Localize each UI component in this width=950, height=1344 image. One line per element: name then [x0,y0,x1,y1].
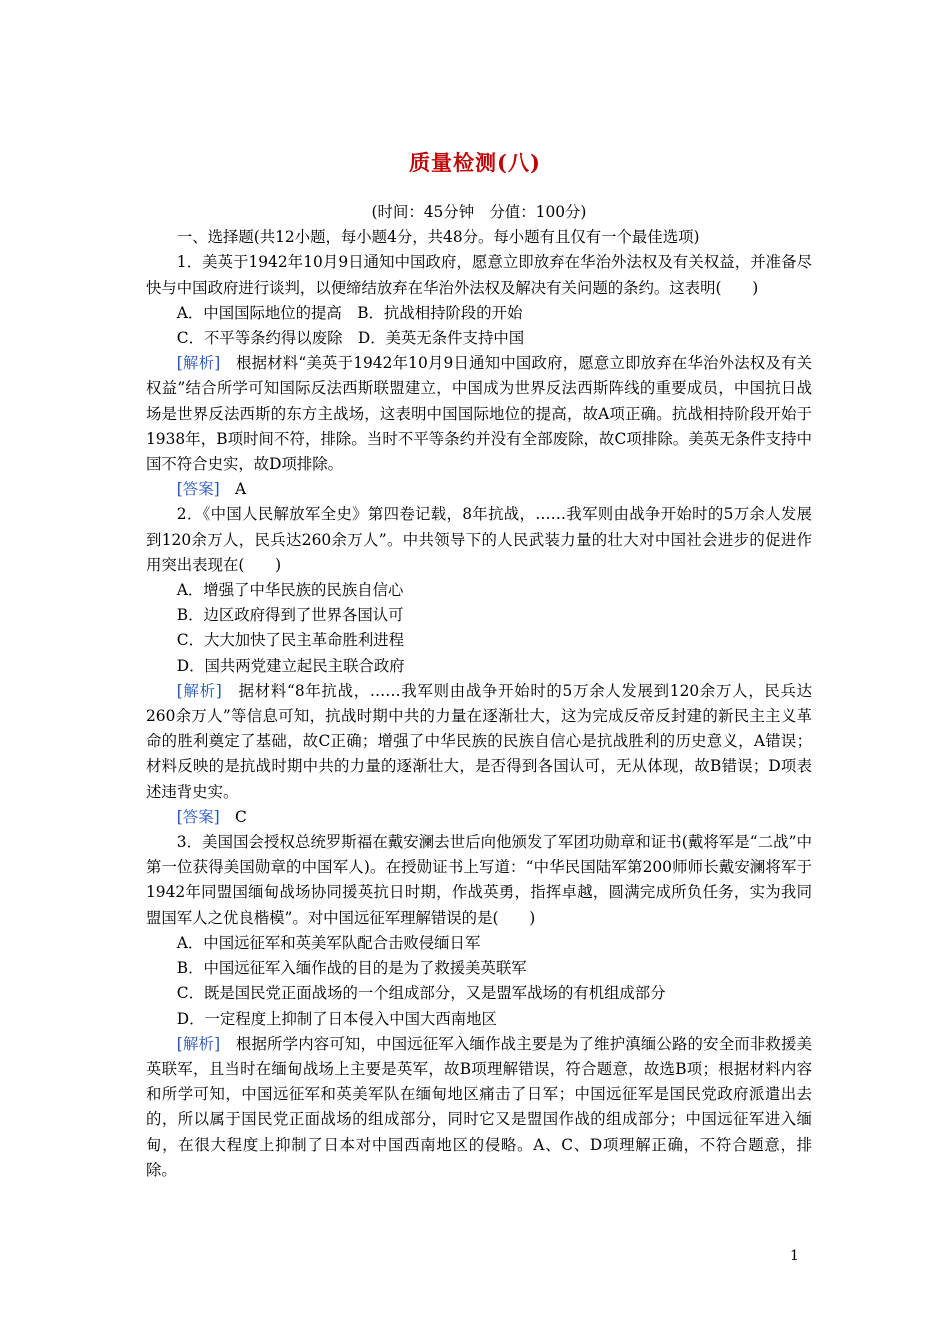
analysis-paragraph [146,351,812,477]
question-option: A．增强了中华民族的民族自信心 [176,581,404,600]
document-body [146,200,812,1183]
page-title: 质量检测(八) [409,150,541,175]
answer-line [146,477,812,502]
page-number: 1 [790,1248,799,1264]
question-option: B．边区政府得到了世界各国认可 [176,606,404,625]
question-stem: 1．美英于1942年10月9日通知中国政府，愿意立即放弃在华治外法权及有关权益，并准备尽快与中国政府进行谈判，以便缔结放弃在华治外法权及解决有关问题的条约。这表明( ) [146,253,812,297]
question-stem: 2．《中国人民解放军全史》第四卷记载，8年抗战，……我军则由战争开始时的5万余人发展到120余万人，民兵达260余万人”。中共领导下的人民武装力量的壮大对中国社会进步的促进作用突出表现在( ) [146,505,812,574]
question-option: A．中国国际地位的提高 B．抗战相持阶段的开始 [176,303,523,322]
analysis-tag: [解析] [176,354,221,373]
question-option: C．既是国民党正面战场的一个组成部分，又是盟军战场的有机组成部分 [176,984,666,1003]
analysis-paragraph [146,679,812,805]
analysis-text: 据材料“8年抗战，……我军则由战争开始时的5万余人发展到120余万人，民兵达260余万人”等信息可知，抗战时期中共的力量在逐渐壮大，这为完成反帝反封建的新民主主义革命的胜利奠定了基础，故C正确；增强了中华民族的民族自信心是抗战胜利的历史意义，A错误；材料反映的是抗战时期中共的力量的逐渐壮大，是否得到各国认可，无从体现，故B错误；D项表述违背史实。 [146,681,812,801]
answer-value: C [235,807,247,826]
question-option: C．不平等条约得以废除 D．美英无条件支持中国 [176,329,525,348]
analysis-text: 根据所学内容可知，中国远征军入缅作战主要是为了维护滇缅公路的安全而非救援美英联军，且当时在缅甸战场上主要是英军，故B项理解错误，符合题意，故选B项；根据材料内容和所学可知，中国远征军和英美军队在缅甸地区痛击了日军；中国远征军是国民党政府派遣出去的，所以属于国民党正面战场的组成部分，同时它又是盟国作战的组成部分；中国远征军进入缅甸，在很大程度上抑制了日本对中国西南地区的侵略。A、C、D项理解正确，不符合题意，排除。 [146,1034,812,1179]
answer-line [146,805,812,830]
answer-tag: [答案] [176,480,220,499]
exam-meta: (时间：45分钟 分值：100分) [371,203,587,221]
analysis-paragraph [146,1032,812,1183]
question-option: D．一定程度上抑制了日本侵入中国大西南地区 [176,1009,497,1028]
question-option: A．中国远征军和英美军队配合击败侵缅日军 [176,933,481,952]
analysis-tag: [解析] [176,681,222,700]
section-heading: 一、选择题(共12小题，每小题4分，共48分。每小题有且仅有一个最佳选项) [176,228,700,247]
question-stem: 3．美国国会授权总统罗斯福在戴安澜去世后向他颁发了军团功勋章和证书(戴将军是“二战”中第一位获得美国勋章的中国军人)。在授勋证书上写道：“中华民国陆军第200师师长戴安澜将军于1942年同盟国缅甸战场协同援英抗日时期，作战英勇，指挥卓越，圆满完成所负任务，实为我同盟国军人之优良楷模”。对中国远征军理解错误的是( ) [146,833,812,927]
answer-value: A [235,480,247,499]
question-option: B．中国远征军入缅作战的目的是为了救援美英联军 [176,959,527,978]
analysis-text: 根据材料“美英于1942年10月9日通知中国政府，愿意立即放弃在华治外法权及有关权益”结合所学可知国际反法西斯联盟建立，中国成为世界反法西斯阵线的重要成员，中国抗日战场是世界反法西斯的东方主战场，这表明中国国际地位的提高，故A项正确。抗战相持阶段开始于1938年，B项时间不符，排除。当时不平等条约并没有全部废除，故C项排除。美英无条件支持中国不符合史实，故D项排除。 [146,354,812,474]
analysis-tag: [解析] [176,1034,221,1053]
question-option: C．大大加快了民主革命胜利进程 [176,631,405,650]
question-option: D．国共两党建立起民主联合政府 [176,656,405,675]
answer-tag: [答案] [176,807,220,826]
